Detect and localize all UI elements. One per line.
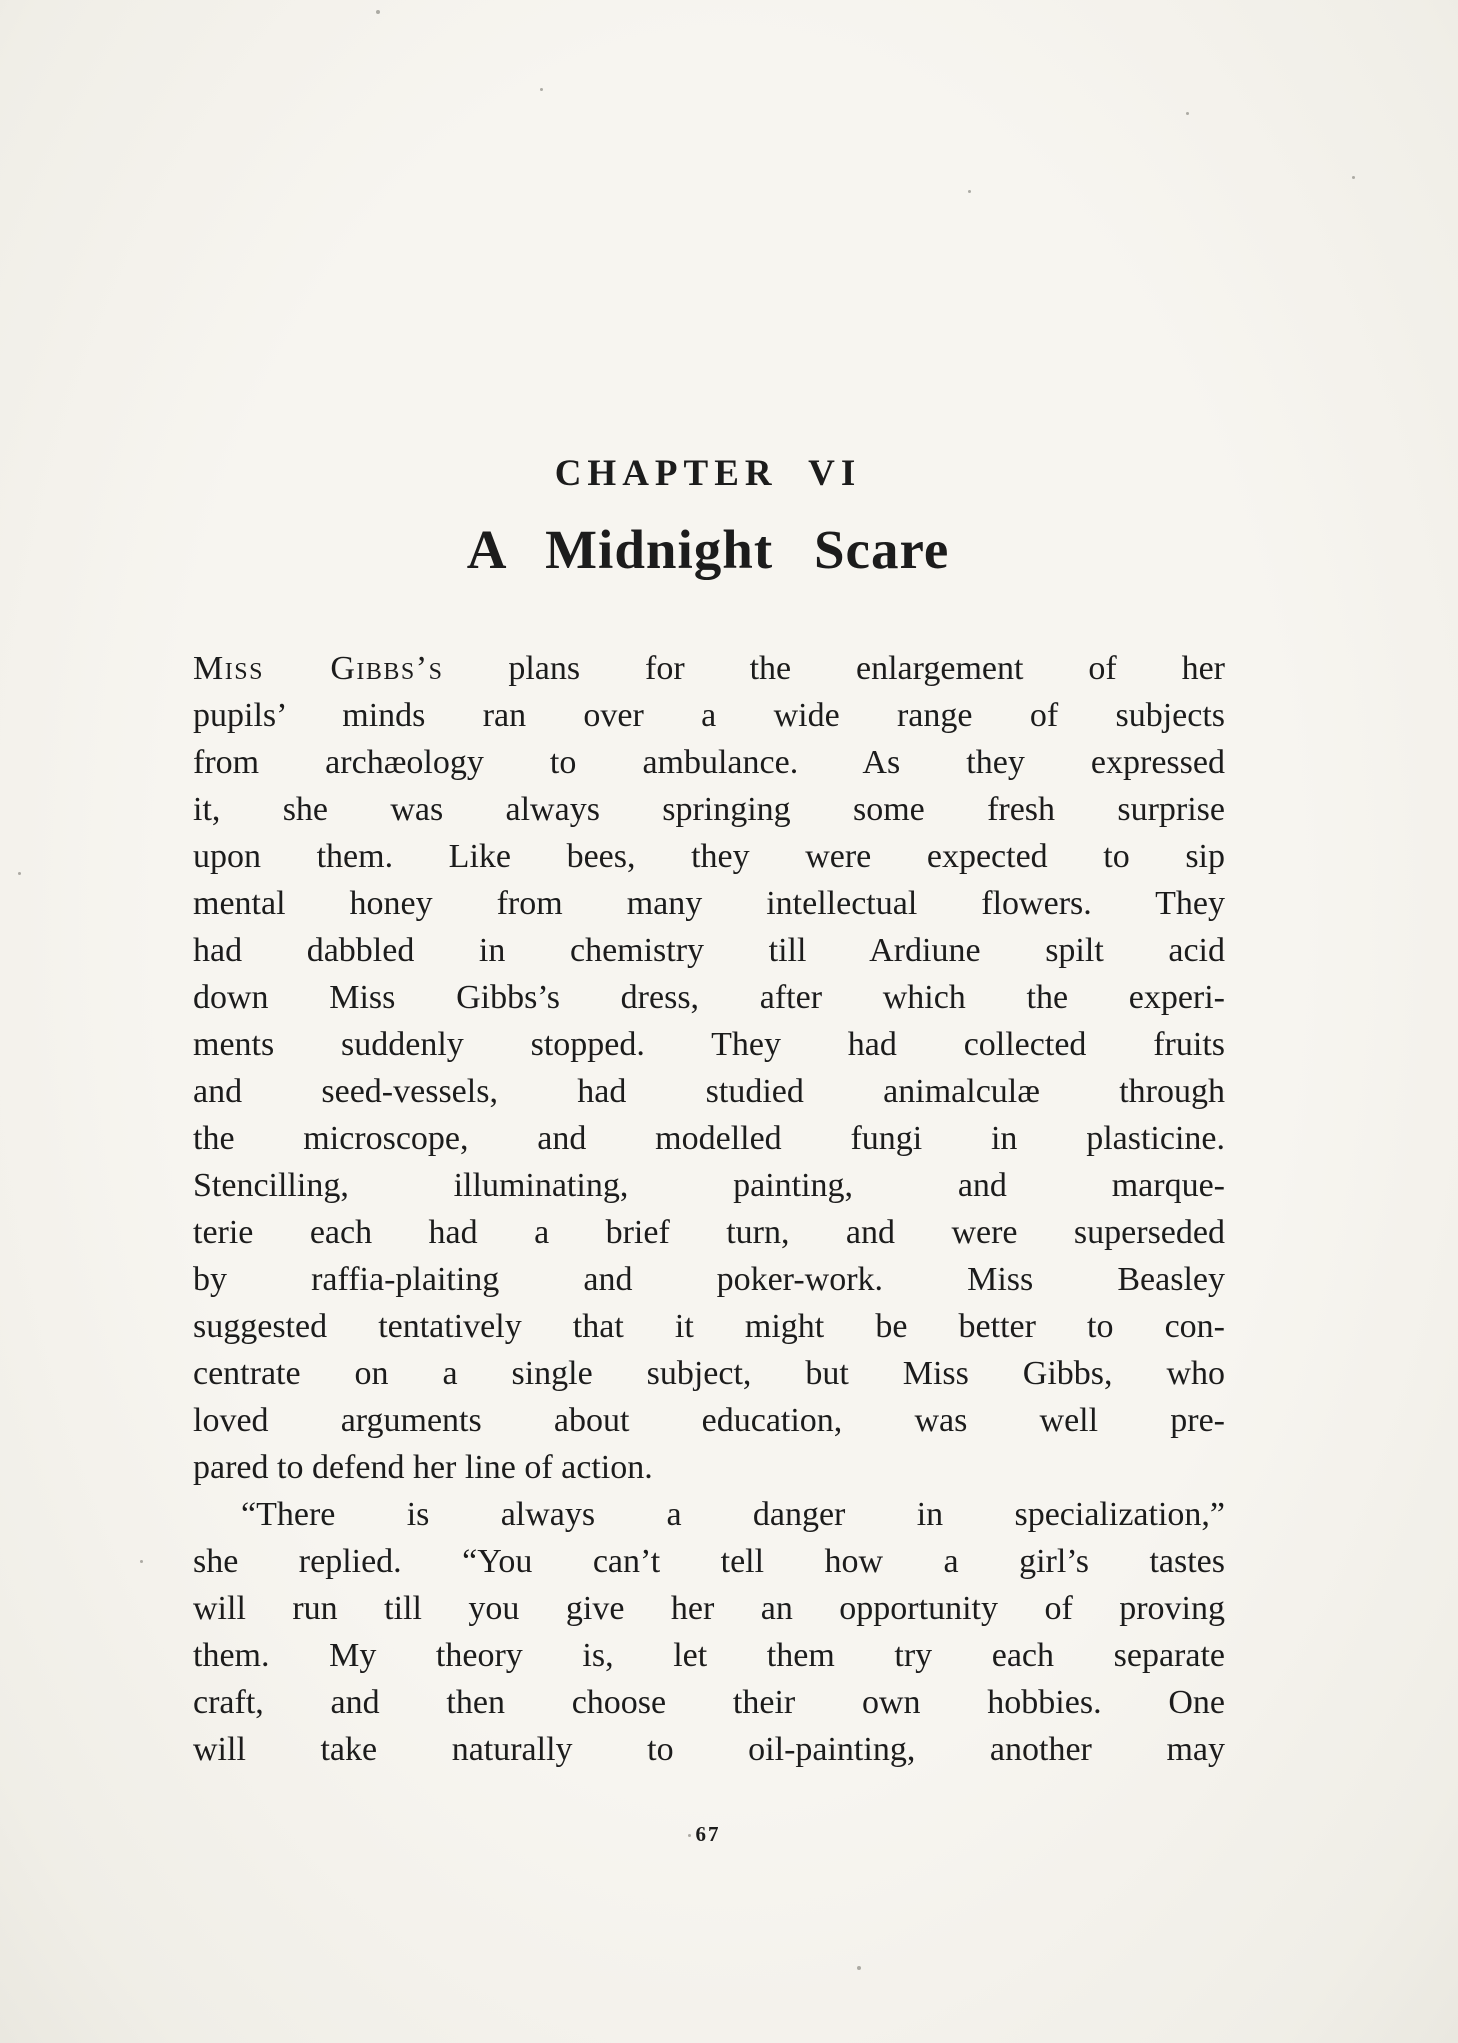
scan-speck [540, 88, 543, 91]
text-line: suggested tentatively that it might be better to con- [193, 1308, 1225, 1345]
scan-speck [140, 1560, 143, 1563]
scan-speck [18, 872, 21, 875]
text-line: “There is always a danger in specialization,” [241, 1496, 1225, 1533]
text-line: will run till you give her an opportunity of proving [193, 1590, 1225, 1627]
chapter-title: A Midnight Scare [466, 519, 950, 580]
text-line: pupils’ minds ran over a wide range of subjects [193, 697, 1225, 734]
scan-speck [857, 1966, 861, 1970]
text-line: will take naturally to oil-painting, another may [193, 1731, 1225, 1768]
text-line: ments suddenly stopped. They had collected fruits [193, 1026, 1225, 1063]
text-line: the microscope, and modelled fungi in plasticine. [193, 1120, 1225, 1157]
text-line: she replied. “You can’t tell how a girl’s tastes [193, 1543, 1225, 1580]
text-line: by raffia-plaiting and poker-work. Miss Beasley [193, 1261, 1225, 1298]
scan-speck [688, 1834, 691, 1837]
text-line: from archæology to ambulance. As they expressed [193, 744, 1225, 781]
scan-speck [968, 190, 971, 193]
text-line: had dabbled in chemistry till Ardiune spilt acid [193, 932, 1225, 969]
text-line: them. My theory is, let them try each separate [193, 1637, 1225, 1674]
scan-speck [1352, 176, 1355, 179]
chapter-heading: CHAPTER VI [554, 453, 862, 494]
text-line: and seed-vessels, had studied animalculæ through [193, 1073, 1225, 1110]
scan-speck [376, 10, 380, 14]
text-line: loved arguments about education, was well pre- [193, 1402, 1225, 1439]
text-line: it, she was always springing some fresh surprise [193, 791, 1225, 828]
scan-speck [1186, 112, 1189, 115]
text-line: Stencilling, illuminating, painting, and marque- [193, 1167, 1225, 1204]
text-line: pared to defend her line of action. [193, 1449, 653, 1486]
text-line: mental honey from many intellectual flowers. They [193, 885, 1225, 922]
text-line: down Miss Gibbs’s dress, after which the experi- [193, 979, 1225, 1016]
body-text [193, 645, 1225, 1773]
text-line: terie each had a brief turn, and were superseded [193, 1214, 1225, 1251]
page-number: 67 [695, 1822, 721, 1846]
text-line: craft, and then choose their own hobbies. One [193, 1684, 1225, 1721]
small-caps-lead: Miss Gibbs’s [193, 650, 444, 687]
text-line: centrate on a single subject, but Miss Gibbs, who [193, 1355, 1225, 1392]
text-line: upon them. Like bees, they were expected to sip [193, 838, 1225, 875]
text-line: Miss Gibbs’s plans for the enlargement of her [193, 650, 1225, 687]
